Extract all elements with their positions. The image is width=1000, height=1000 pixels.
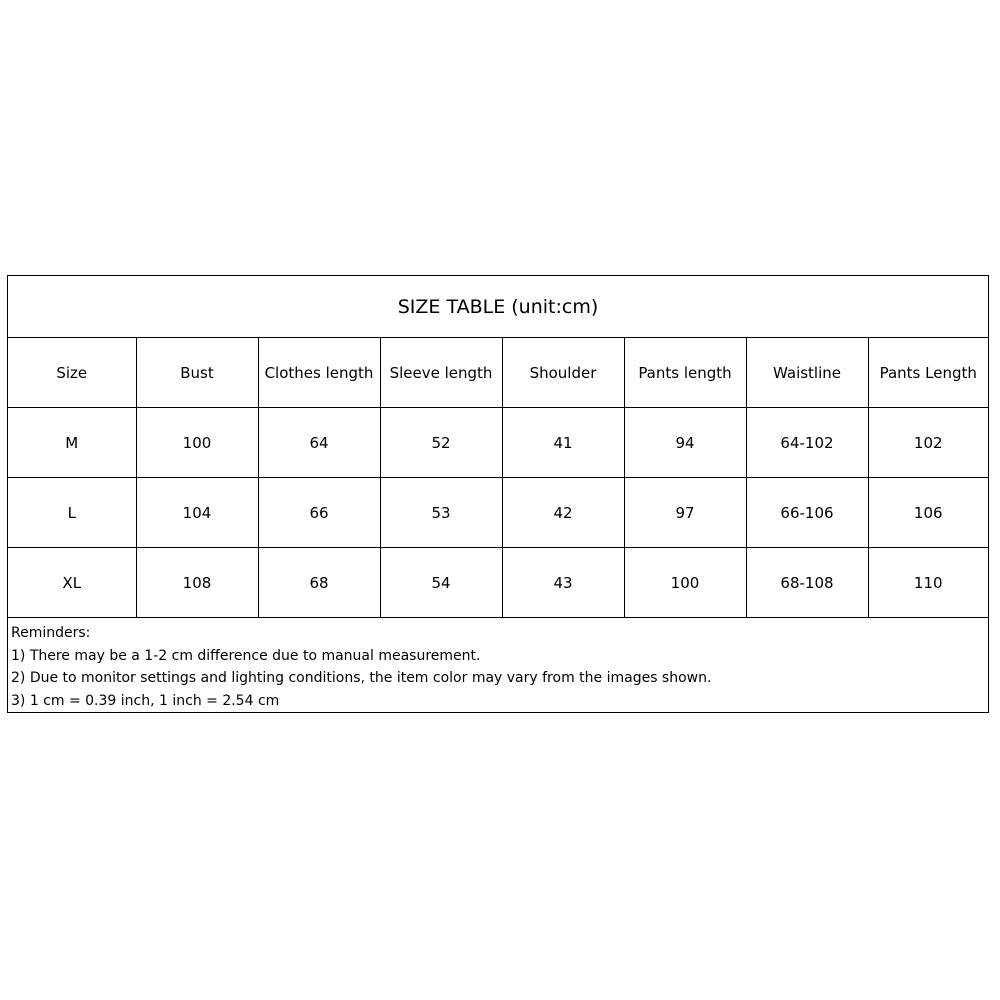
- column-header-clothes-length: Clothes length: [258, 338, 380, 408]
- size-grid: [8, 338, 988, 618]
- column-header-sleeve-length: Sleeve length: [380, 338, 502, 408]
- cell-sleeve-length: 53: [380, 478, 502, 548]
- cell-size: M: [8, 408, 136, 478]
- cell-waistline: 68-108: [746, 548, 868, 618]
- cell-waistline: 66-106: [746, 478, 868, 548]
- cell-shoulder: 41: [502, 408, 624, 478]
- reminder-item: 2) Due to monitor settings and lighting conditions, the item color may vary from the images shown.: [11, 670, 712, 686]
- cell-sleeve-length: 52: [380, 408, 502, 478]
- reminder-item: 1) There may be a 1-2 cm difference due to manual measurement.: [11, 647, 481, 664]
- column-header-pants-length: Pants length: [624, 338, 746, 408]
- cell-clothes-length: 68: [258, 548, 380, 618]
- cell-pants-length: 100: [624, 548, 746, 618]
- cell-pants-length-2: 106: [868, 478, 988, 548]
- cell-pants-length-2: 102: [868, 408, 988, 478]
- table-row: [8, 408, 988, 478]
- cell-clothes-length: 64: [258, 408, 380, 478]
- table-row: [8, 548, 988, 618]
- table-row: [8, 478, 988, 548]
- reminders: [8, 618, 988, 712]
- table-title: SIZE TABLE (unit:cm): [8, 276, 988, 338]
- cell-shoulder: 42: [502, 478, 624, 548]
- column-header-shoulder: Shoulder: [502, 338, 624, 408]
- cell-size: XL: [8, 548, 136, 618]
- cell-bust: 108: [136, 548, 258, 618]
- column-header-waistline: Waistline: [746, 338, 868, 408]
- cell-shoulder: 43: [502, 548, 624, 618]
- column-header-bust: Bust: [136, 338, 258, 408]
- cell-bust: 100: [136, 408, 258, 478]
- cell-waistline: 64-102: [746, 408, 868, 478]
- size-table: [7, 275, 989, 713]
- cell-sleeve-length: 54: [380, 548, 502, 618]
- cell-bust: 104: [136, 478, 258, 548]
- reminder-item: 3) 1 cm = 0.39 inch, 1 inch = 2.54 cm: [11, 692, 280, 709]
- cell-pants-length-2: 110: [868, 548, 988, 618]
- reminders-heading: Reminders:: [11, 625, 91, 641]
- cell-pants-length: 94: [624, 408, 746, 478]
- header-row: [8, 338, 988, 408]
- column-header-size: Size: [8, 338, 136, 408]
- cell-size: L: [8, 478, 136, 548]
- cell-pants-length: 97: [624, 478, 746, 548]
- cell-clothes-length: 66: [258, 478, 380, 548]
- column-header-pants-length-2: Pants Length: [868, 338, 988, 408]
